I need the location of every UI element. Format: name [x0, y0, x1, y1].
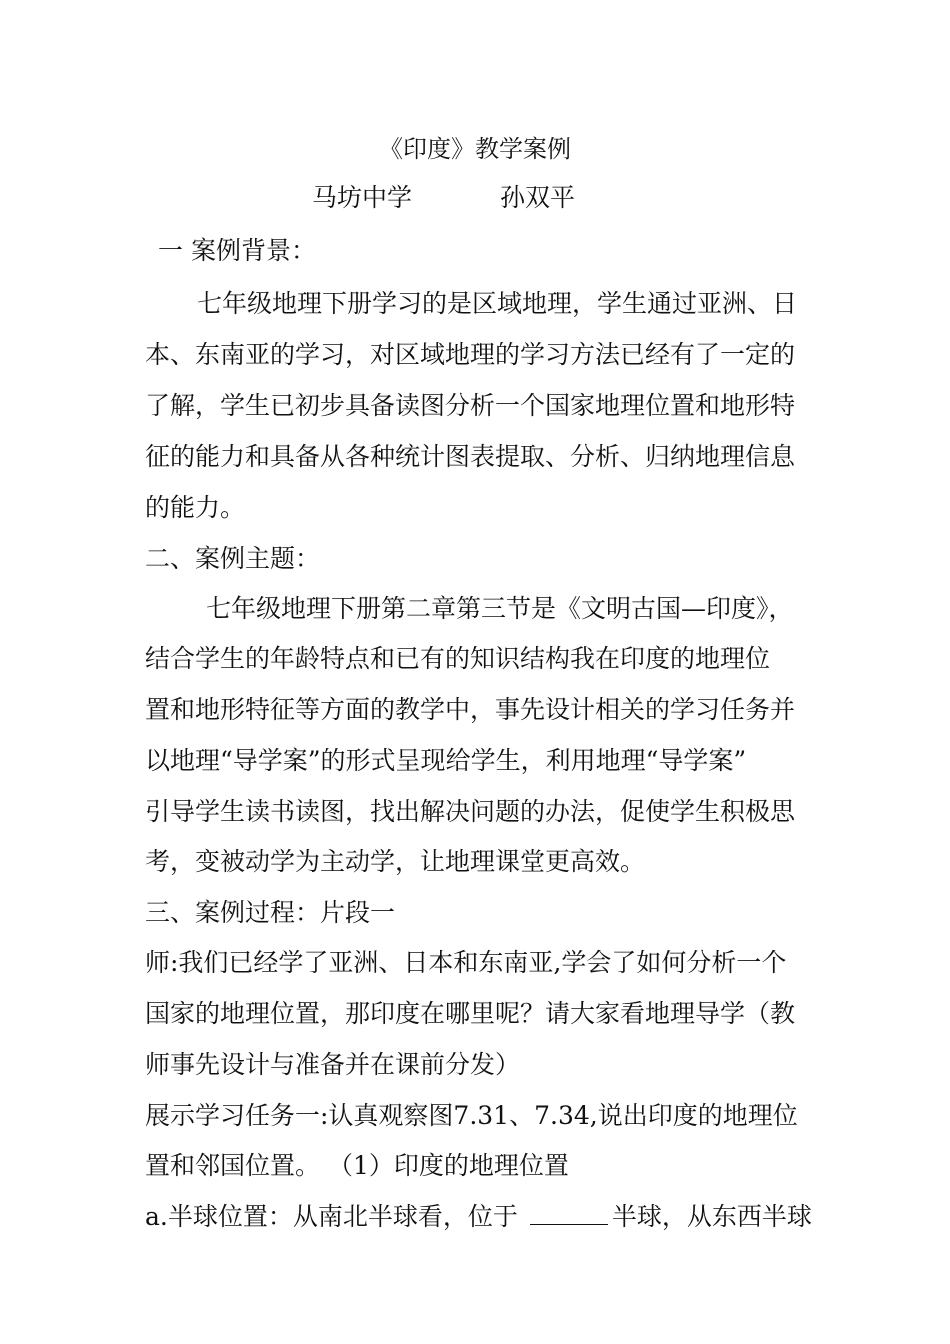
section1-heading: 一 案例背景： — [158, 236, 316, 265]
paragraph-line: 征的能力和具备从各种统计图表提取、分析、归纳地理信息 — [145, 442, 796, 471]
answer-blank[interactable] — [530, 1202, 608, 1225]
paragraph-line: 引导学生读书读图，找出解决问题的办法，促使学生积极思 — [145, 797, 796, 826]
section2-heading: 二、案例主题： — [145, 544, 321, 573]
paragraph-line: 师:我们已经学了亚洲、日本和东南亚,学会了如何分析一个 — [145, 948, 787, 977]
author-name: 孙双平 — [500, 183, 576, 212]
section3-heading: 三、案例过程：片段一 — [145, 898, 396, 927]
question-suffix: 半球，从东西半球 — [611, 1202, 812, 1231]
paragraph-line: 以地理“导学案”的形式呈现给学生，利用地理“导学案” — [145, 746, 747, 775]
paragraph-line: 师事先设计与准备并在课前分发） — [145, 1050, 521, 1079]
paragraph-line: 结合学生的年龄特点和已有的知识结构我在印度的地理位 — [145, 644, 771, 673]
author-school: 马坊中学 — [312, 183, 413, 212]
paragraph-line: 展示学习任务一:认真观察图7.31、7.34,说出印度的地理位 — [145, 1101, 798, 1130]
paragraph-line: 的能力。 — [145, 493, 246, 522]
paragraph-line: 七年级地理下册第二章第三节是《文明古国—印度》， — [206, 594, 794, 623]
question-prefix: a.半球位置：从南北半球看，位于 — [145, 1202, 518, 1231]
paragraph-line: 七年级地理下册学习的是区域地理，学生通过亚洲、日 — [197, 289, 798, 318]
paragraph-line: 置和地形特征等方面的教学中，事先设计相关的学习任务并 — [145, 695, 796, 724]
paragraph-line: 考，变被动学为主动学，让地理课堂更高效。 — [145, 847, 646, 876]
fill-in-question — [145, 1200, 812, 1234]
document-title: 《印度》教学案例 — [379, 135, 571, 163]
paragraph-line: 本、东南亚的学习，对区域地理的学习方法已经有了一定的 — [145, 340, 796, 369]
paragraph-line: 国家的地理位置，那印度在哪里呢？请大家看地理导学（教 — [145, 999, 796, 1028]
paragraph-line: 了解，学生已初步具备读图分析一个国家地理位置和地形特 — [145, 391, 796, 420]
paragraph-line: 置和邻国位置。 （1）印度的地理位置 — [145, 1151, 569, 1180]
